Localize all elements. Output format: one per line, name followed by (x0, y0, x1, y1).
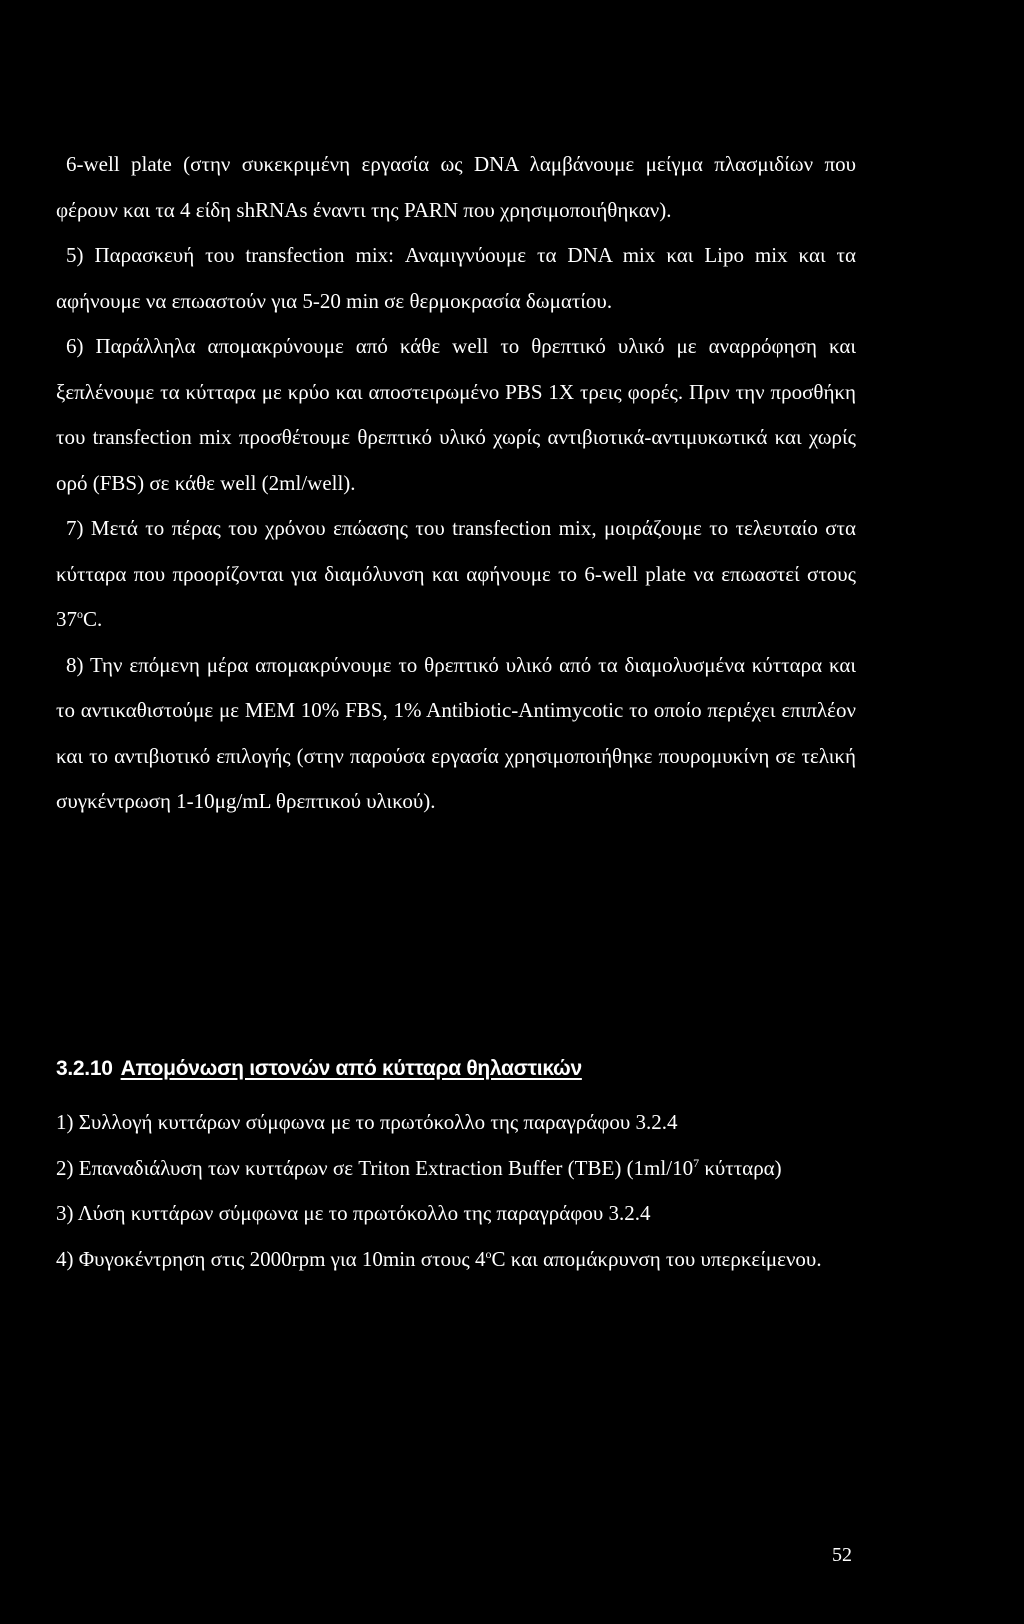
list-item-4-b: C και απομάκρυνση του υπερκείμενου. (491, 1246, 822, 1271)
degree-superscript: o (77, 607, 83, 621)
step-5: 5) Παρασκευή του transfection mix: Αναμιγνύουμε τα DNA mix και Lipo mix και τα αφήνουμε να επωαστούν για 5-20 min σε θερμοκρασία δωματίου. (56, 243, 856, 313)
step-7 (56, 506, 856, 643)
list-item-1: 1) Συλλογή κυττάρων σύμφωνα με το πρωτόκολλο της παραγράφου 3.2.4 (56, 1110, 678, 1134)
document-body (56, 142, 856, 825)
list-item-4-a: 4) Φυγοκέντρηση στις 2000rpm για 10min στους 4 (56, 1246, 486, 1271)
list-item-3: 3) Λύση κυττάρων σύμφωνα με το πρωτόκολλο της παραγράφου 3.2.4 (56, 1201, 651, 1225)
list-item-2-text: 2) Επαναδιάλυση των κυττάρων σε Triton Extraction Buffer (TBE) (1ml/10 (56, 1155, 694, 1180)
paragraph-intro: 6-well plate (στην συκεκριμένη εργασία ως DNA λαμβάνουμε μείγμα πλασμιδίων που φέρουν και τα 4 είδη shRNAs έναντι της PARN που χρησιμοποιήθηκαν). (56, 152, 856, 222)
step-7-end: C. (83, 607, 103, 631)
step-8: 8) Την επόμενη μέρα απομακρύνουμε το θρεπτικό υλικό από τα διαμολυσμένα κύτταρα και το αντικαθιστούμε με MEM 10% FBS, 1% Antibiotic-Antimycotic το οποίο περιέχει επιπλέον και το αντιβιοτικό επιλογής (στην παρούσα εργασία χρησιμοποιήθηκε πουρομυκίνη σε τελική συγκέντρωση 1-10μg/mL θρεπτικού υλικού). (56, 652, 856, 813)
section-title: Απομόνωση ιστονών από κύτταρα θηλαστικών (120, 1057, 582, 1080)
section-heading (56, 1057, 582, 1081)
page-number: 52 (832, 1544, 852, 1566)
degree-superscript: o (485, 1246, 492, 1261)
protocol-list (56, 1100, 856, 1282)
exponent-superscript: 7 (693, 1155, 700, 1170)
step-6: 6) Παράλληλα απομακρύνουμε από κάθε well το θρεπτικό υλικό με αναρρόφηση και ξεπλένουμε τα κύτταρα με κρύο και αποστειρωμένο PBS 1X τρεις φορές. Πριν την προσθήκη του transfection mix προσθέτουμε θρεπτικό υλικό χωρίς αντιβιοτικά-αντιμυκωτικά και χωρίς ορό (FBS) σε κάθε well (2ml/well). (56, 334, 856, 495)
list-item-4 (56, 1237, 856, 1283)
list-item-2 (56, 1146, 856, 1192)
step-7-text: 7) Μετά το πέρας του χρόνου επώασης του transfection mix, μοιράζουμε το τελευταίο στα κύτταρα που προορίζονται για διαμόλυνση και αφήνουμε το 6-well plate να επωαστεί στους 37 (56, 516, 856, 631)
list-item-2-end: κύτταρα) (699, 1155, 782, 1180)
section-number: 3.2.10 (56, 1057, 113, 1080)
